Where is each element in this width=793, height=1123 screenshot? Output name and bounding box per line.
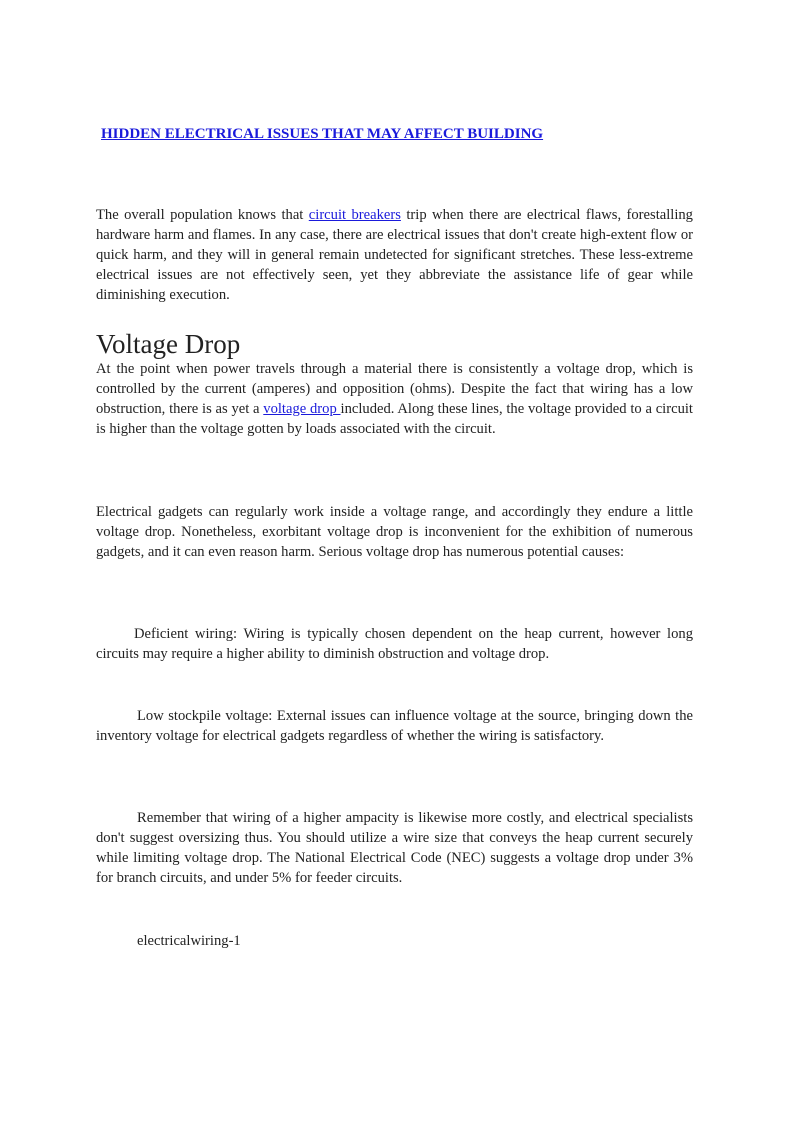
voltage-text-after: included. Along these lines, the voltage provided to a circuit is higher than the voltage gotten by loads associated with the circuit. [96,401,693,437]
voltage-drop-link[interactable]: voltage drop [263,401,341,417]
cause-deficient-wiring: Deficient wiring: Wiring is typically chosen dependent on the heap current, however long circuits may require a higher ability to diminish obstruction and voltage drop. [96,626,693,662]
circuit-breakers-link[interactable]: circuit breakers [308,207,401,223]
intro-text-after: trip when there are electrical flaws, forestalling hardware harm and flames. In any case, there are electrical issues that don't create high-extent flow or quick harm, and they will in general remain undetected for significant stretches. These less-extreme electrical issues are not effectively seen, yet they abbreviate the assistance life of gear while diminishing execution. [96,207,693,303]
intro-paragraph [96,205,693,305]
image-caption: electricalwiring-1 [137,933,241,949]
section-heading-voltage-drop: Voltage Drop [96,329,241,359]
document-title-link[interactable]: HIDDEN ELECTRICAL ISSUES THAT MAY AFFECT BUILDING [101,126,544,142]
intro-text-before: The overall population knows that [96,207,309,223]
voltage-drop-paragraph [96,359,693,439]
gadgets-paragraph: Electrical gadgets can regularly work inside a voltage range, and accordingly they endure a little voltage drop. Nonetheless, exorbitant voltage drop is inconvenient for the exhibition of numerous gadgets, and it can even reason harm. Serious voltage drop has numerous potential causes: [96,504,693,560]
remember-paragraph: Remember that wiring of a higher ampacity is likewise more costly, and electrical specialists don't suggest oversizing thus. You should utilize a wire size that conveys the heap current securely while limiting voltage drop. The National Electrical Code (NEC) suggests a voltage drop under 3% for branch circuits, and under 5% for feeder circuits. [96,810,693,886]
voltage-text-before: At the point when power travels through a material there is consistently a voltage drop, which is controlled by the current (amperes) and opposition (ohms). Despite the fact that wiring has a low obstruction, there is as yet a [96,361,693,417]
cause-low-stockpile-voltage: Low stockpile voltage: External issues can influence voltage at the source, bringing down the inventory voltage for electrical gadgets regardless of whether the wiring is satisfactory. [96,708,693,744]
